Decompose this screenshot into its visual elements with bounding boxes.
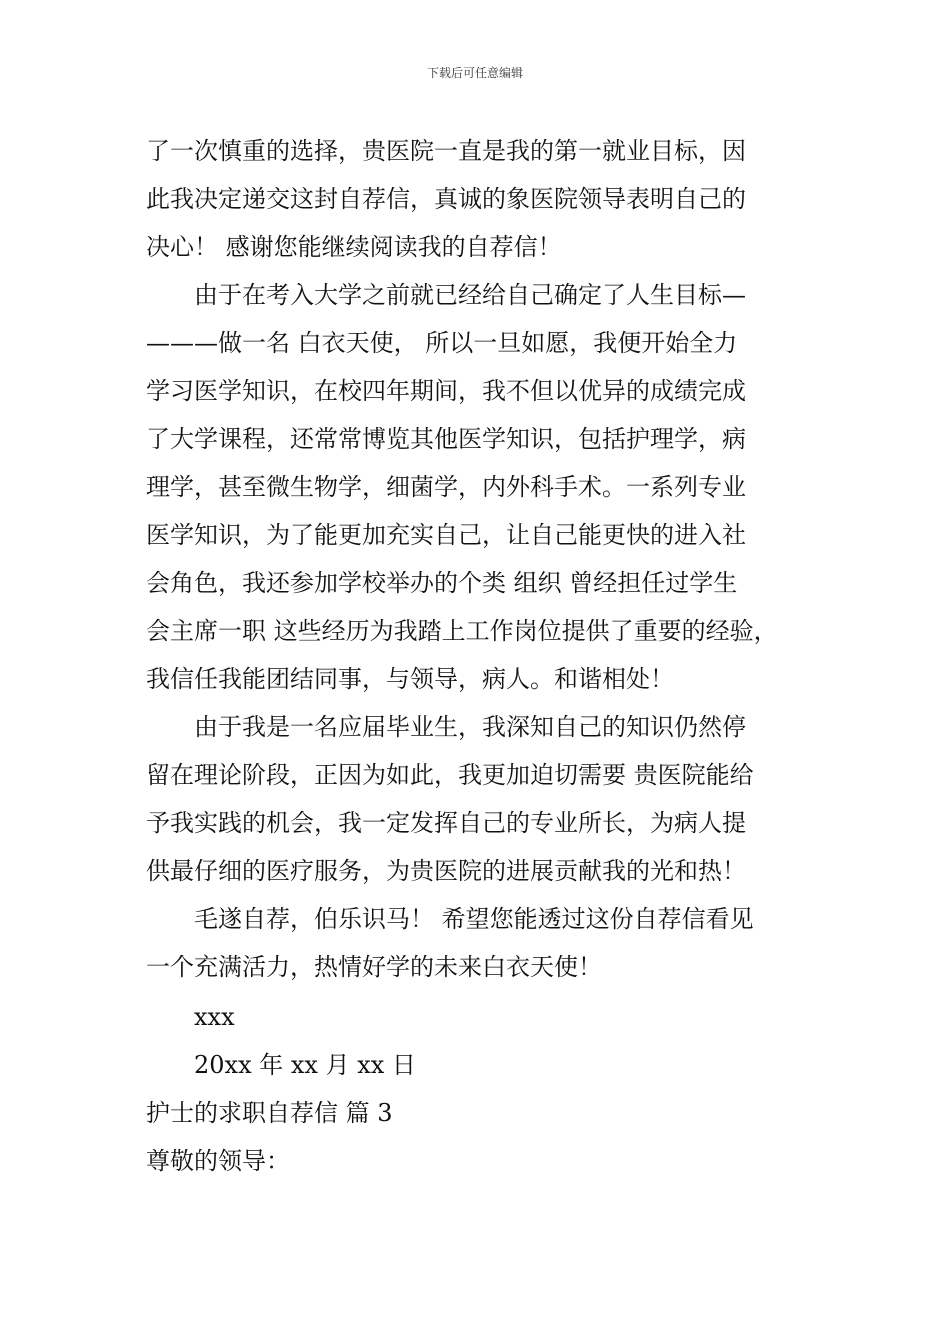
body-line: 医学知识，为了能更加充实自己，让自己能更快的进入社: [146, 521, 746, 549]
body-line: 此我决定递交这封自荐信，真诚的象医院领导表明自己的: [146, 185, 746, 213]
page-header: 下载后可任意编辑: [426, 66, 523, 80]
section-title: 护士的求职自荐信 篇 3: [146, 1099, 393, 1127]
body-line: 会主席一职 这些经历为我踏上工作岗位提供了重要的经验，: [146, 617, 778, 645]
signature-date: 20xx 年 xx 月 xx 日: [194, 1051, 416, 1079]
body-line: 理学，甚至微生物学，细菌学，内外科手术。一系列专业: [146, 473, 746, 501]
body-line: 学习医学知识，在校四年期间，我不但以优异的成绩完成: [146, 377, 746, 405]
letter-body: [146, 127, 826, 1185]
salutation: 尊敬的领导：: [146, 1147, 290, 1175]
body-line: 会角色，我还参加学校举办的个类 组织 曾经担任过学生: [146, 569, 738, 597]
body-line: 由于在考入大学之前就已经给自己确定了人生目标—: [146, 281, 746, 309]
body-line: 决心！ 感谢您能继续阅读我的自荐信！: [146, 233, 562, 261]
body-line: 了大学课程，还常常博览其他医学知识，包括护理学，病: [146, 425, 746, 453]
signature-name: xxx: [194, 1003, 235, 1031]
body-line: 了一次慎重的选择，贵医院一直是我的第一就业目标，因: [146, 137, 746, 165]
body-line: 予我实践的机会，我一定发挥自己的专业所长，为病人提: [146, 809, 746, 837]
body-line: ———做一名 白衣天使， 所以一旦如愿，我便开始全力: [146, 329, 738, 357]
body-line: 由于我是一名应届毕业生，我深知自己的知识仍然停: [146, 713, 746, 741]
body-line: 一个充满活力，热情好学的未来白衣天使！: [146, 953, 602, 981]
body-line: 供最仔细的医疗服务，为贵医院的进展贡献我的光和热！: [146, 857, 746, 885]
body-line: 留在理论阶段，正因为如此，我更加迫切需要 贵医院能给: [146, 761, 754, 789]
body-line: 毛遂自荐，伯乐识马！ 希望您能透过这份自荐信看见: [146, 905, 754, 933]
body-line: 我信任我能团结同事，与领导，病人。和谐相处！: [146, 665, 674, 693]
